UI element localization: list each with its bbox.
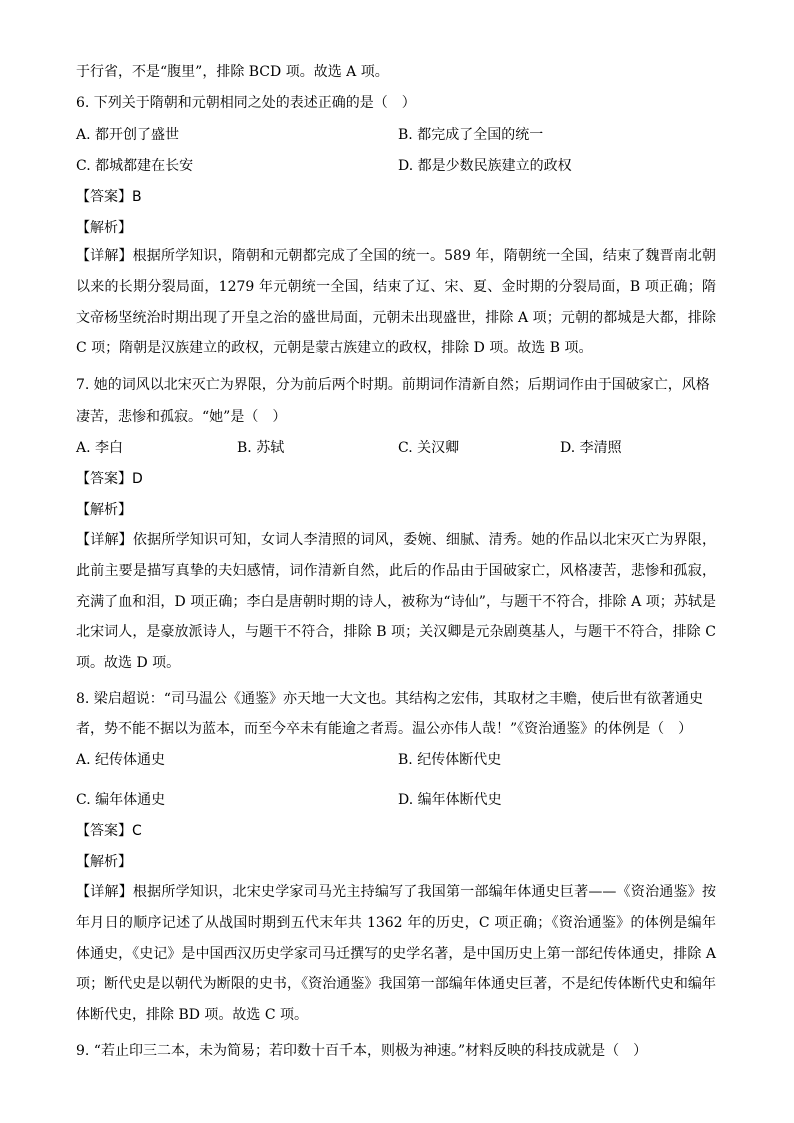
question-6-analysis-label: 【解析】 xyxy=(76,220,132,236)
question-7-analysis-label: 【解析】 xyxy=(76,502,132,518)
question-7-option-a: A. 李白 xyxy=(76,440,124,456)
question-7-option-c: C. 关汉卿 xyxy=(398,440,460,456)
question-6-option-d: D. 都是少数民族建立的政权 xyxy=(398,158,572,174)
question-8-option-b: B. 纪传体断代史 xyxy=(398,752,502,768)
question-7-answer: 【答案】D xyxy=(76,471,143,487)
question-8-option-d: D. 编年体断代史 xyxy=(398,792,502,808)
question-8-detail: 【详解】根据所学知识，北宋史学家司马光主持编写了我国第一部编年体通史巨著——《资治通鉴》按年月日的顺序记述了从战国时期到五代末年共 1362 年的历史，C 项正确；《资治通鉴》的体例是编年体通史，《史记》是中国西汉历史学家司马迁撰写的史学名著，是中国历史上第一部纪传体通史，排除 A 项；断代史是以朝代为断限的史书，《资治通鉴》我国第一部编年体通史巨著，不是纪传体断代史和编年体断代史，排除 BD 项。故选 C 项。 xyxy=(76,884,716,1024)
question-6-option-a: A. 都开创了盛世 xyxy=(76,127,180,143)
question-7-stem-line-2: 凄苦，悲惨和孤寂。“她”是（ ） xyxy=(76,409,287,425)
question-7-stem-line-1: 7. 她的词风以北宋灭亡为界限，分为前后两个时期。前期词作清新自然；后期词作由于国破家亡，风格 xyxy=(76,377,710,393)
question-8-stem-line-1: 8. 梁启超说：“司马温公《通鉴》亦天地一大文也。其结构之宏伟，其取材之丰赡，使后世有欲著通史 xyxy=(76,691,703,707)
previous-answer-tail: 于行省，不是“腹里”，排除 BCD 项。故选 A 项。 xyxy=(76,64,389,80)
question-8-analysis-label: 【解析】 xyxy=(76,854,132,870)
question-8-stem-line-2: 者，势不能不据以为蓝本，而至今卒未有能逾之者焉。温公亦伟人哉！”《资治通鉴》的体例是（ ） xyxy=(76,721,693,737)
question-6-option-c: C. 都城都建在长安 xyxy=(76,158,194,174)
question-8-option-c: C. 编年体通史 xyxy=(76,792,166,808)
question-7-detail: 【详解】依据所学知识可知，女词人李清照的词风，委婉、细腻、清秀。她的作品以北宋灭亡为界限，此前主要是描写真挚的夫妇感情，词作清新自然，此后的作品由于国破家亡，风格凄苦，悲惨和孤寂，充满了血和泪，D 项正确；李白是唐朝时期的诗人，被称为“诗仙”，与题干不符合，排除 A 项；苏轼是北宋词人，是豪放派诗人，与题干不符合，排除 B 项；关汉卿是元杂剧奠基人，与题干不符合，排除 C 项。故选 D 项。 xyxy=(76,532,716,672)
question-8-answer: 【答案】C xyxy=(76,823,142,839)
question-8-option-a: A. 纪传体通史 xyxy=(76,752,166,768)
question-6-stem: 6. 下列关于隋朝和元朝相同之处的表述正确的是（ ） xyxy=(76,95,416,111)
question-7-option-b: B. 苏轼 xyxy=(237,440,285,456)
question-6-option-b: B. 都完成了全国的统一 xyxy=(398,127,544,143)
question-6-answer: 【答案】B xyxy=(76,189,142,205)
question-9-stem: 9. “若止印三二本，未为简易；若印数十百千本，则极为神速。”材料反映的科技成就是（ ） xyxy=(76,1043,648,1059)
question-7-option-d: D. 李清照 xyxy=(560,440,622,456)
question-6-detail: 【详解】根据所学知识，隋朝和元朝都完成了全国的统一。589 年，隋朝统一全国，结束了魏晋南北朝以来的长期分裂局面，1279 年元朝统一全国，结束了辽、宋、夏、金时期的分裂局面，B 项正确；隋文帝杨坚统治时期出现了开皇之治的盛世局面，元朝未出现盛世，排除 A 项；元朝的都城是大都，排除 C 项；隋朝是汉族建立的政权，元朝是蒙古族建立的政权，排除 D 项。故选 B 项。 xyxy=(76,248,716,357)
